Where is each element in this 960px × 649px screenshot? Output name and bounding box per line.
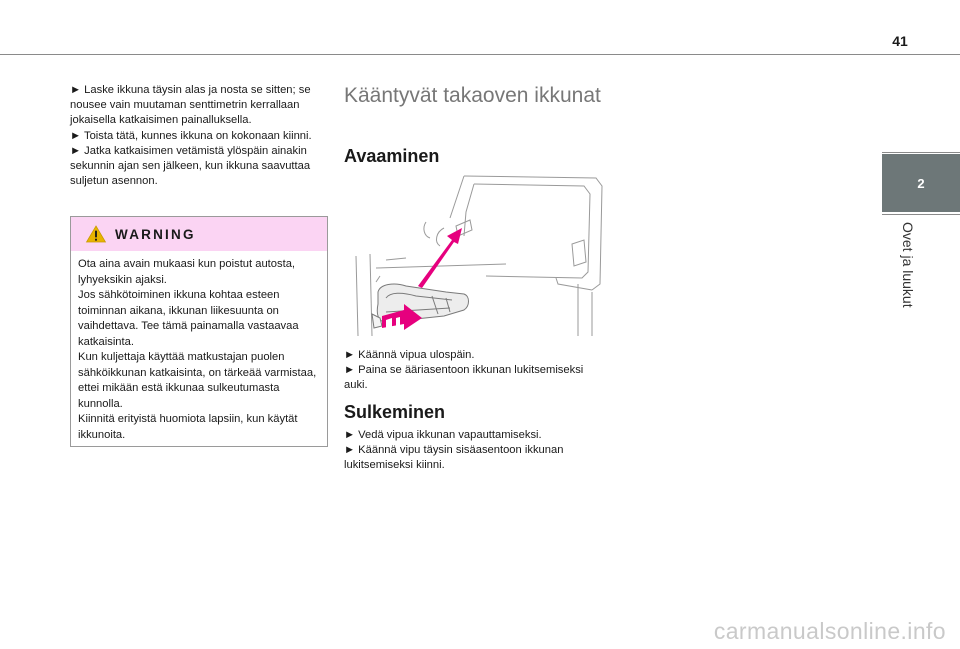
- header-divider: [0, 54, 960, 55]
- pointer-arrow-icon: [418, 228, 462, 288]
- warning-paragraph-3: Kun kuljettaja käyttää matkustajan puolen sähköikkunan katkaisinta, on tärkeää varmistaa, ettei mikään estä ikkunaa sulkeutumasta kunnolla.: [78, 351, 317, 410]
- tab-divider-top: [882, 152, 960, 153]
- warning-paragraph-4: Kiinnitä erityistä huomiota lapsiin, kun käytät ikkunoita.: [78, 413, 298, 441]
- opening-step-1: ► Käännä vipua ulospäin.: [344, 349, 475, 361]
- section-title: Kääntyvät takaoven ikkunat: [344, 84, 601, 107]
- closing-step-2: ► Käännä vipu täysin sisäasentoon ikkunan lukitsemiseksi kiinni.: [344, 444, 564, 472]
- warning-box: [70, 216, 328, 447]
- warning-paragraph-1: Ota aina avain mukaasi kun poistut autosta, lyhyeksikin ajaksi.: [78, 258, 296, 286]
- window-latch-illustration: [346, 172, 608, 338]
- warning-header: [71, 217, 327, 251]
- left-paragraph-3: ► Jatka katkaisimen vetämistä ylöspäin ainakin sekunnin ajan sen jälkeen, kun ikkuna saavuttaa suljetun asennon.: [70, 144, 311, 188]
- left-paragraph-2: ► Toista tätä, kunnes ikkuna on kokonaan kiinni.: [70, 129, 312, 142]
- opening-step-2: ► Paina se ääriasentoon ikkunan lukitsemiseksi auki.: [344, 364, 584, 392]
- warning-title: WARNING: [115, 226, 196, 242]
- closing-steps: [344, 428, 606, 474]
- chapter-tab[interactable]: [882, 154, 960, 212]
- left-column: [70, 83, 328, 189]
- tab-divider-bottom: [882, 214, 960, 215]
- warning-body: [71, 251, 327, 443]
- opening-heading: Avaaminen: [344, 146, 440, 166]
- chapter-title: Ovet ja luukut: [900, 222, 916, 308]
- warning-triangle-icon: [85, 225, 107, 243]
- closing-step-1: ► Vedä vipua ikkunan vapauttamiseksi.: [344, 429, 542, 441]
- watermark: carmanualsonline.info: [713, 618, 946, 644]
- page-number: 41: [892, 33, 908, 49]
- opening-steps: [344, 348, 606, 394]
- chapter-number: 2: [917, 175, 925, 191]
- closing-heading: Sulkeminen: [344, 402, 446, 422]
- warning-paragraph-2: Jos sähkötoiminen ikkuna kohtaa esteen toiminnan aikana, ikkunan liikesuunta on vaihdettava. Tee tämä painamalla vastaavaa katkaisinta.: [78, 289, 299, 348]
- left-paragraph-1: ► Laske ikkuna täysin alas ja nosta se sitten; se nousee vain muutaman senttimetrin kerrallaan jokaisella katkaisimen painalluksella.: [70, 84, 311, 127]
